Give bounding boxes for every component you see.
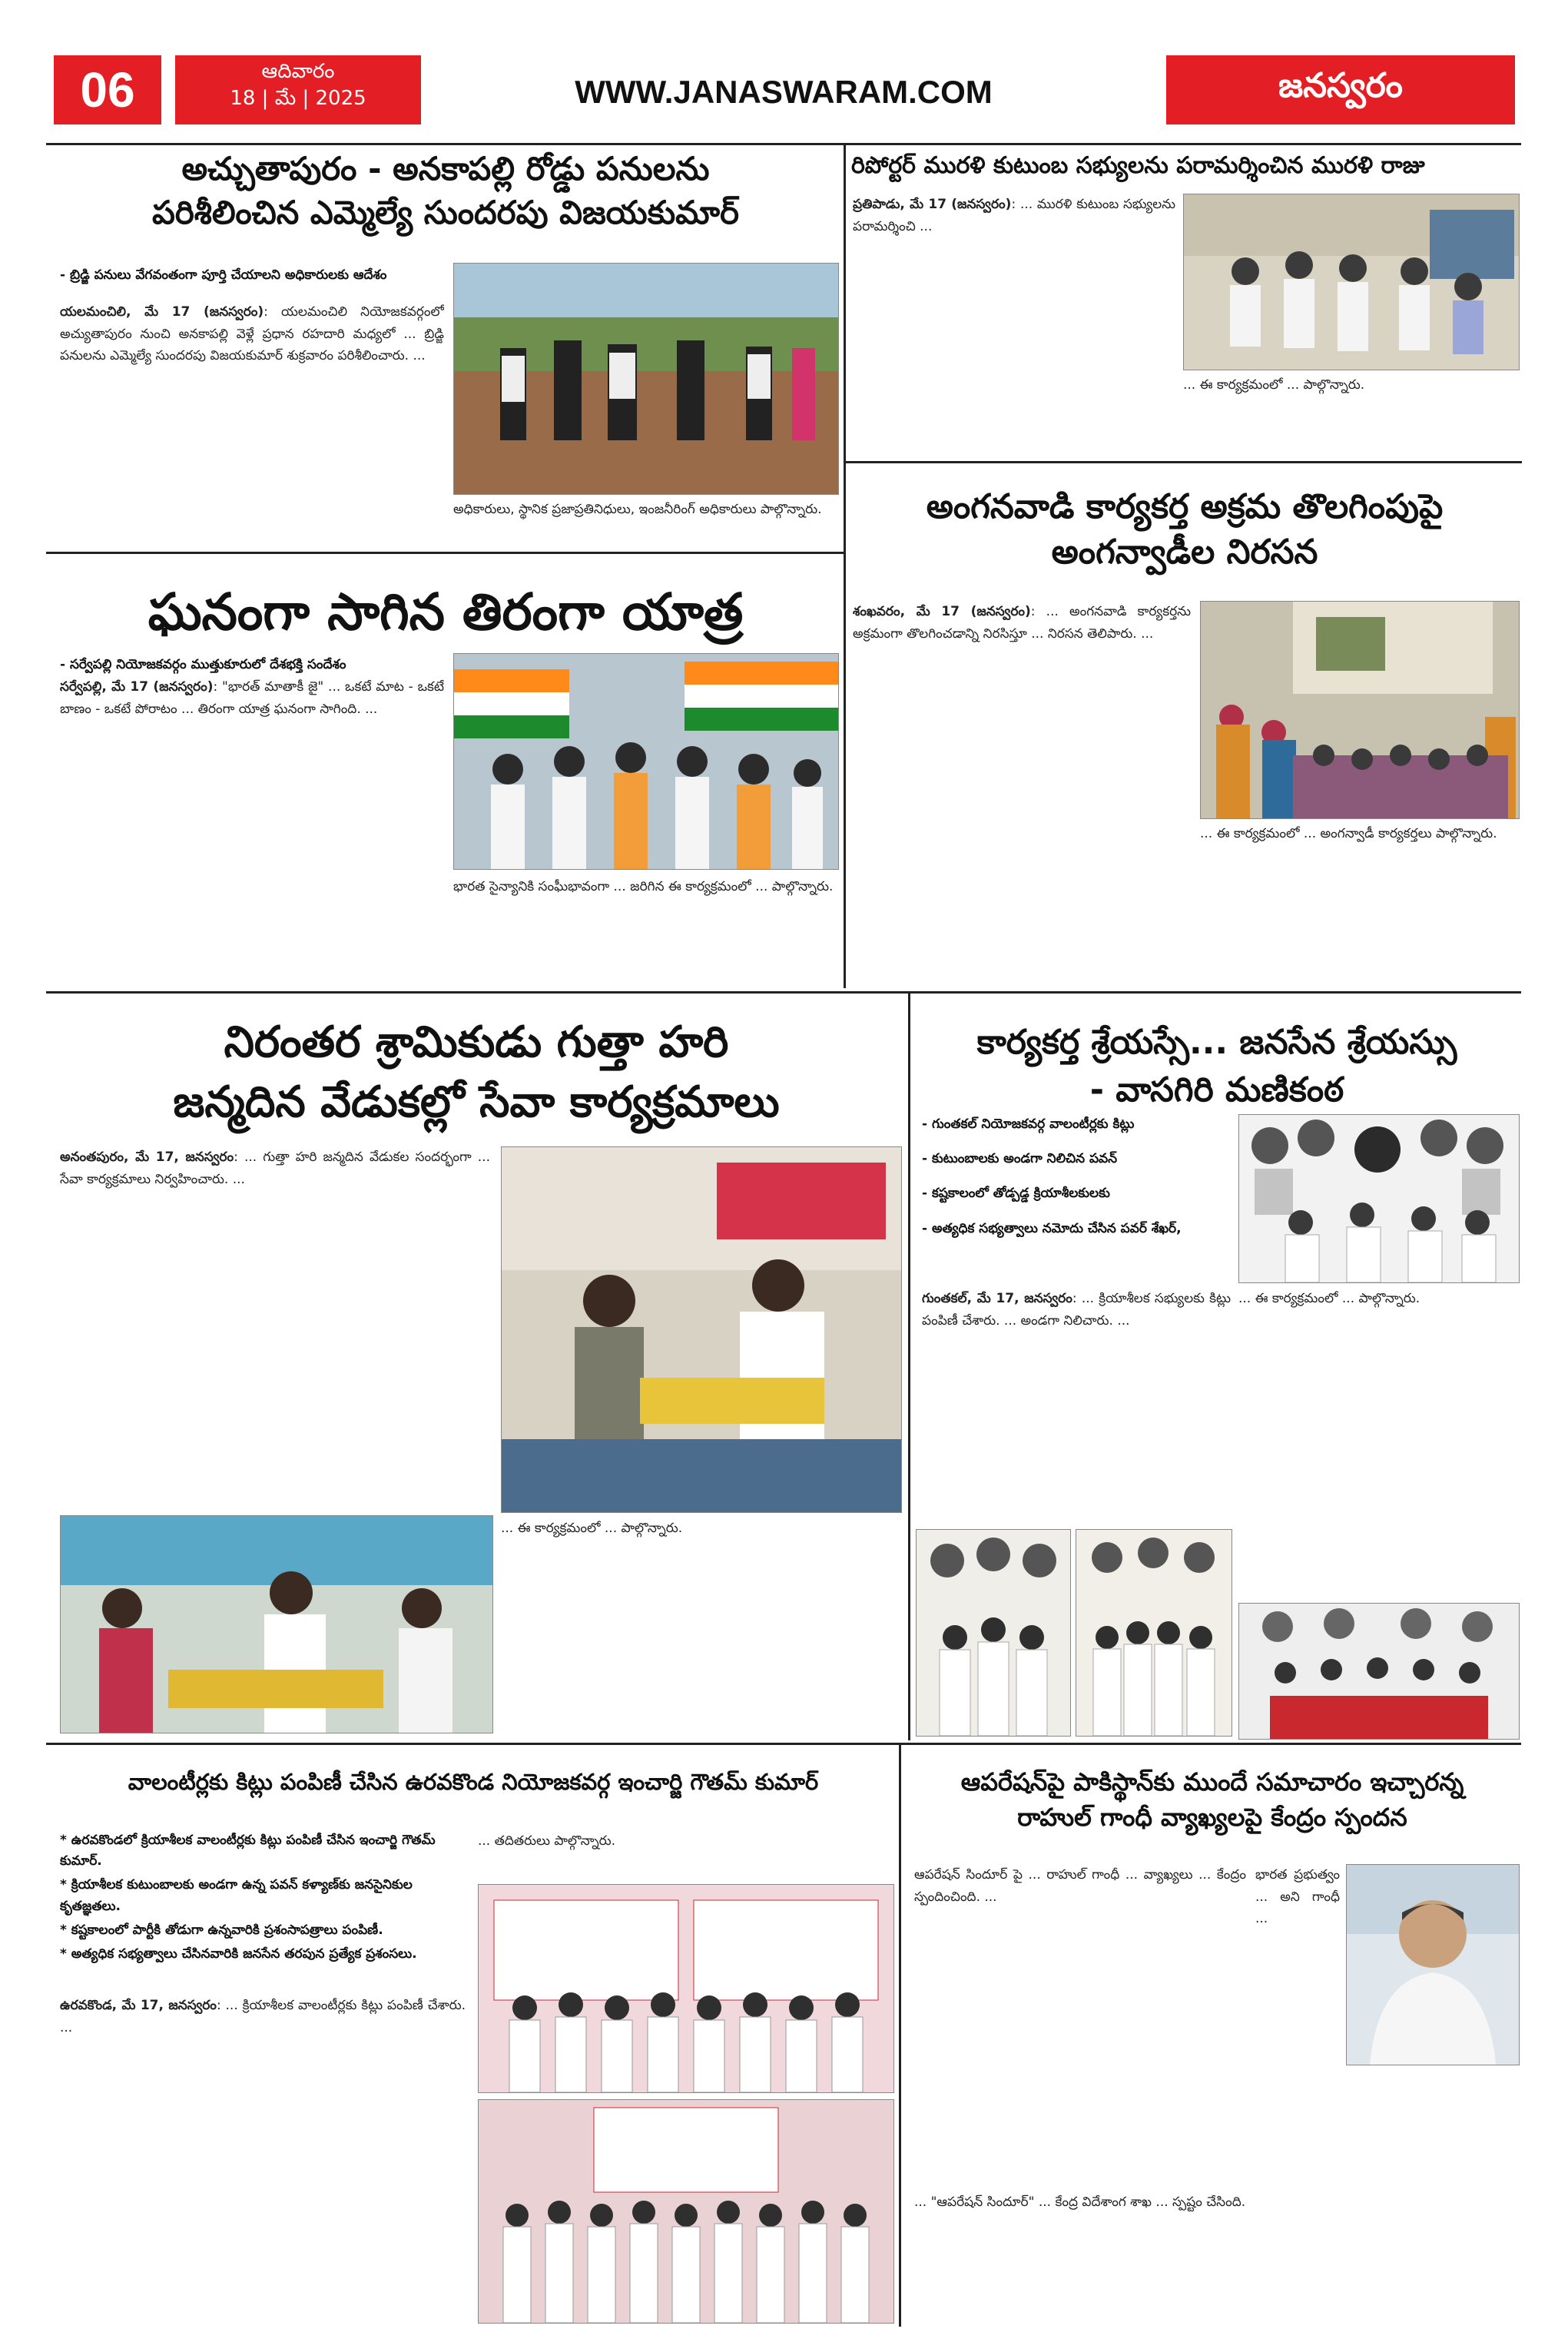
body-gutta-continued: ... ఈ కార్యక్రమంలో ... పాల్గొన్నారు. xyxy=(501,1521,683,1536)
photo-road-inspection xyxy=(453,263,839,495)
headline-line-1: అంగనవాడి కార్యకర్త అక్రమ తొలగింపుపై xyxy=(926,487,1444,526)
headline-line-1: నిరంతర శ్రామికుడు గుత్తా హరి xyxy=(224,1017,729,1067)
headline-line-2: - వాసగిరి మణికంఠ xyxy=(1089,1070,1344,1110)
page-number: 06 xyxy=(54,55,161,124)
photo-uravakonda-kits-1 xyxy=(478,1884,894,2093)
photo-vasagiri-group xyxy=(1238,1603,1520,1740)
headline-uravakonda: వాలంటీర్లకు కిట్లు పంపిణీ చేసిన ఉరవకొండ నియోజకవర్గ ఇంచార్జి గౌతమ్ కుమార్ xyxy=(128,1769,819,1795)
headline-operation xyxy=(907,1764,1518,1836)
headline-line-2: జన్మదిన వేడుకల్లో సేవా కార్యక్రమాలు xyxy=(173,1077,780,1128)
body-gutta: అనంతపురం, మే 17, జనస్వరం: ... గుత్తా హరి జన్మదిన వేడుకల సందర్భంగా ... సేవా కార్యక్రమాలు నిర్వహించారు. ... xyxy=(60,1149,490,1187)
headline-line-2: అంగన్వాడీల నిరసన xyxy=(1051,532,1318,572)
body-vasagiri-continued: ... ఈ కార్యక్రమంలో ... పాల్గొన్నారు. xyxy=(1238,1291,1420,1306)
issue-date: 18 | మే | 2025 xyxy=(230,87,366,111)
dateline: ప్రతిపాడు, మే 17 (జనస్వరం) xyxy=(853,197,1012,212)
dateline: యలమంచిలి, మే 17 (జనస్వరం) xyxy=(60,304,264,320)
article-text: ... మురళి కుటుంబ సభ్యులను పరామర్శించి ... xyxy=(853,197,1175,234)
bullet-item: - గుంతకల్ నియోజకవర్గ వాలంటీర్లకు కిట్లు xyxy=(922,1116,1135,1132)
caption-murali: ... ఈ కార్యక్రమంలో ... పాల్గొన్నారు. xyxy=(1183,377,1365,393)
caption-anganwadi: ... ఈ కార్యక్రమంలో ... అంగన్వాడీ కార్యకర్తలు పాల్గొన్నారు. xyxy=(1200,826,1497,841)
body-tiranga-continued: భారత సైన్యానికి సంఘీభావంగా ... జరిగిన ఈ కార్యక్రమంలో ... పాల్గొన్నారు. xyxy=(453,879,834,894)
weekday: ఆదివారం xyxy=(261,60,335,83)
divider-left-1 xyxy=(46,552,844,554)
divider-right-1 xyxy=(846,461,1522,463)
photo-vasagiri-event-2 xyxy=(1076,1529,1232,1737)
photo-gutta-service-2 xyxy=(60,1515,493,1733)
body-anakapalli: యలమంచిలి, మే 17 (జనస్వరం): యలమంచిలి నియోజకవర్గంలో అచ్యుతాపురం నుంచి అనకాపల్లి వెళ్లే ప్రధాన రహదారి మధ్యలో ... బ్రిడ్జి పనులను ఎమ్మెల్యే సుందరపు విజయకుమార్ శుక్రవారం పరిశీలించారు. ... xyxy=(60,304,444,364)
bullets-uravakonda xyxy=(60,1830,466,1965)
article-text: ... అంగనవాడి కార్యకర్తను అక్రమంగా తొలగించడాన్ని నిరసిస్తూ ... నిరసన తెలిపారు. ... xyxy=(853,604,1191,642)
body-vasagiri: గుంతకల్, మే 17, జనస్వరం: ... క్రియాశీలక సభ్యులకు కిట్లు పంపిణీ చేశారు. ... అండగా నిలిచారు. ... xyxy=(922,1291,1231,1329)
brand-masthead: జనస్వరం xyxy=(1166,55,1515,124)
divider-mid xyxy=(46,991,1521,994)
names-uravakonda: ... తదితరులు పాల్గొన్నారు. xyxy=(478,1833,615,1849)
headline-line-1: ఆపరేషన్‌పై పాకిస్థాన్‌కు ముందే సమాచారం ఇచ్చారన్న xyxy=(960,1767,1464,1796)
column-rule-top xyxy=(844,143,846,988)
dateline: ఉరవకొండ, మే 17, జనస్వరం xyxy=(60,1998,217,2013)
photo-murali-visit xyxy=(1183,194,1520,370)
bullet-item: - అత్యధిక సభ్యత్వాలు నమోదు చేసిన పవర్ శేఖర్, xyxy=(922,1220,1182,1236)
body-murali: ప్రతిపాడు, మే 17 (జనస్వరం): ... మురళి కుటుంబ సభ్యులను పరామర్శించి ... xyxy=(853,197,1175,234)
column-rule-bottom xyxy=(899,1743,901,2327)
bullet-item: * ఉరవకొండలో క్రియాశీలక వాలంటీర్లకు కిట్లు పంపిణీ చేసిన ఇంచార్జి గౌతమ్ కుమార్. xyxy=(60,1833,436,1869)
dateline: అనంతపురం, మే 17, జనస్వరం xyxy=(60,1149,234,1165)
caption-anakapalli: అధికారులు, స్థానిక ప్రజాప్రతినిధులు, ఇంజనీరింగ్ అధికారులు పాల్గొన్నారు. xyxy=(453,502,822,517)
photo-rahul-gandhi xyxy=(1346,1864,1520,2065)
article-text: "భారత్ మాతాకీ జై" ... ఒకటే మాట - ఒకటే బాణం - ఒకటే పోరాటం ... తిరంగా యాత్ర ఘనంగా సాగింది. ... xyxy=(60,679,444,717)
dateline: సర్వేపల్లి, మే 17 (జనస్వరం) xyxy=(60,679,214,695)
photo-anganwadi-protest xyxy=(1200,601,1520,819)
article-text: ... గుత్తా హరి జన్మదిన వేడుకల సందర్భంగా ... సేవా కార్యక్రమాలు నిర్వహించారు. ... xyxy=(60,1149,490,1187)
bullet-item: * కష్టకాలంలో పార్టీకి తోడుగా ఉన్నవారికి ప్రశంసాపత్రాలు పంపిణీ. xyxy=(60,1922,383,1938)
photo-vasagiri-kits xyxy=(1238,1114,1520,1283)
kicker-anakapalli: - బ్రిడ్జి పనులు వేగవంతంగా పూర్తి చేయాలని అధికారులకు ఆదేశం xyxy=(60,267,387,283)
body-operation-continued: ... "ఆపరేషన్ సిందూర్" ... కేంద్ర విదేశాంగ శాఖ ... స్పష్టం చేసింది. xyxy=(914,2194,1246,2210)
headline-line-1: అచ్చుతాపురం - అనకాపల్లి రోడ్డు పనులను xyxy=(181,150,710,187)
photo-uravakonda-kits-2 xyxy=(478,2099,894,2324)
article-text: ... క్రియాశీలక వాలంటీర్లకు కిట్లు పంపిణీ చేశారు. ... xyxy=(60,1998,466,2035)
bullet-item: - కష్టకాలంలో తోడ్పడ్డ క్రియాశీలకులకు xyxy=(922,1186,1110,1202)
dateline: గుంతకల్, మే 17, జనస్వరం xyxy=(922,1291,1072,1306)
body-operation-narrow: భారత ప్రభుత్వం ... అని గాంధీ ... xyxy=(1255,1867,1340,1927)
body-tiranga: సర్వేపల్లి, మే 17 (జనస్వరం): "భారత్ మాతాకీ జై" ... ఒకటే మాట - ఒకటే బాణం - ఒకటే పోరాటం ... తిరంగా యాత్ర ఘనంగా సాగింది. ... xyxy=(60,679,444,717)
headline-tiranga: ఘనంగా సాగిన తిరంగా యాత్ర xyxy=(148,582,744,642)
photo-vasagiri-event-1 xyxy=(916,1529,1071,1737)
dateline: శంఖవరం, మే 17 (జనస్వరం) xyxy=(853,604,1031,619)
headline-line-1: కార్యకర్త శ్రేయస్సే... జనసేన శ్రేయస్సు xyxy=(976,1023,1457,1062)
headline-murali: రిపోర్టర్ మురళి కుటుంబ సభ్యులను పరామర్శించిన మురళి రాజు xyxy=(851,152,1425,179)
issue-date-box xyxy=(175,55,421,124)
column-rule-middle xyxy=(908,991,910,1740)
headline-gutta xyxy=(54,1013,899,1133)
body-operation: ఆపరేషన్ సిందూర్ పై ... రాహుల్ గాంధీ ... వ్యాఖ్యలు ... కేంద్రం స్పందించింది. ... xyxy=(914,1867,1246,1905)
header-rule xyxy=(46,143,1521,145)
divider-lower xyxy=(46,1743,1521,1745)
bullet-item: * క్రియాశీలక కుటుంబాలకు అండగా ఉన్న పవన్ కళ్యాణ్‌కు జనసైనికుల కృతజ్ఞతలు. xyxy=(60,1877,413,1914)
headline-anakapalli xyxy=(54,148,837,234)
headline-vasagiri xyxy=(916,1019,1518,1113)
photo-tiranga-rally xyxy=(453,653,839,870)
headline-anganwadi xyxy=(851,484,1518,576)
website-link[interactable]: WWW.JANASWARAM.COM xyxy=(575,74,993,110)
body-uravakonda: ఉరవకొండ, మే 17, జనస్వరం: ... క్రియాశీలక వాలంటీర్లకు కిట్లు పంపిణీ చేశారు. ... xyxy=(60,1998,466,2035)
article-text: ... క్రియాశీలక సభ్యులకు కిట్లు పంపిణీ చేశారు. ... అండగా నిలిచారు. ... xyxy=(922,1291,1231,1329)
body-anganwadi: శంఖవరం, మే 17 (జనస్వరం): ... అంగనవాడి కార్యకర్తను అక్రమంగా తొలగించడాన్ని నిరసిస్తూ ... నిరసన తెలిపారు. ... xyxy=(853,604,1191,642)
bullets-vasagiri xyxy=(922,1114,1229,1239)
photo-gutta-service-1 xyxy=(501,1146,902,1513)
bullet-item: * అత్యధిక సభ్యత్వాలు చేసినవారికి జనసేన తరపున ప్రత్యేక ప్రశంసలు. xyxy=(60,1946,417,1962)
headline-line-2: రాహుల్ గాంధీ వ్యాఖ్యలపై కేంద్రం స్పందన xyxy=(1017,1803,1407,1833)
bullet-item: - కుటుంబాలకు అండగా నిలిచిన పవన్ xyxy=(922,1151,1118,1167)
kicker-tiranga: - సర్వేపల్లి నియోజకవర్గం ముత్తుకూరులో దేశభక్తి సందేశం xyxy=(60,657,346,672)
headline-line-2: పరిశీలించిన ఎమ్మెల్యే సుందరపు విజయకుమార్ xyxy=(152,193,739,231)
article-text: యలమంచిలి నియోజకవర్గంలో అచ్యుతాపురం నుంచి అనకాపల్లి వెళ్లే ప్రధాన రహదారి మధ్యలో ... బ్రిడ్జి పనులను ఎమ్మెల్యే సుందరపు విజయకుమార్ శుక్రవారం పరిశీలించారు. ... xyxy=(60,304,444,364)
